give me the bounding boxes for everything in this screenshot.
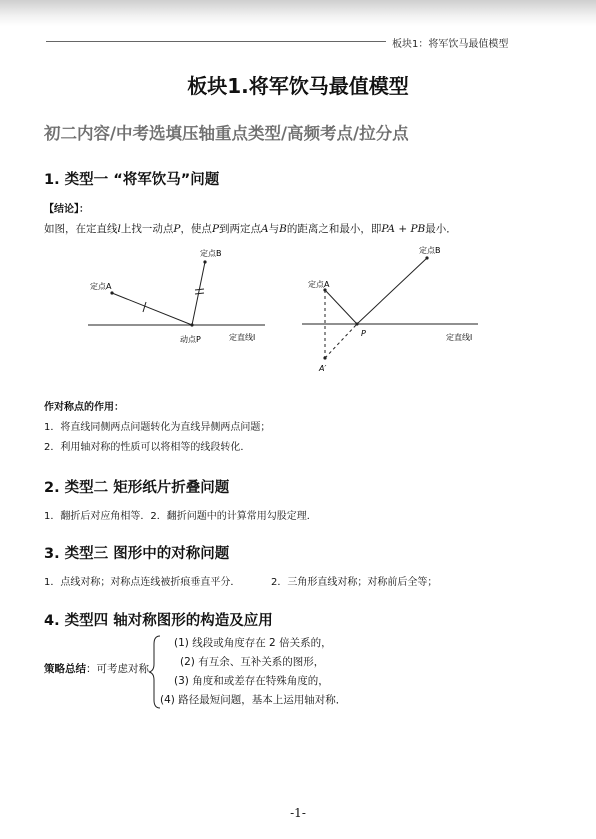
page-number: -1-	[290, 806, 306, 820]
expr-PA-PB: PA + PB	[381, 223, 426, 235]
label-line-right: 定直线l	[446, 333, 473, 342]
statement-text-3: ，使点	[180, 223, 212, 235]
statement-text-2: 上找一动点	[120, 223, 174, 235]
strategy-text: ：可考虑对称	[86, 663, 149, 675]
statement-text-7: 最小．	[425, 223, 457, 235]
page-title: 板块1.将军饮马最值模型	[187, 74, 409, 98]
strategy-item-4: (4) 路径最短问题，基本上运用轴对称．	[160, 694, 347, 706]
var-P: P	[173, 223, 181, 235]
section2-text: 1．翻折后对应角相等．2．翻折问题中的计算常用勾股定理．	[44, 511, 317, 522]
strategy-summary	[44, 662, 149, 676]
section4-heading: 4. 类型四 轴对称图形的构造及应用	[44, 613, 273, 629]
var-P2: P	[211, 223, 220, 235]
strategy-item-1: (1) 线段或角度存在 2 倍关系的，	[174, 637, 332, 649]
strategy-items	[160, 634, 346, 710]
label-B: 定点B	[200, 249, 222, 258]
label-A-right: 定点A	[308, 280, 330, 289]
statement-text-4: 到两定点	[219, 223, 262, 235]
statement-text-5: 与	[268, 223, 280, 235]
section3-text-2: 2．三角形直线对称；对称前后全等；	[271, 577, 438, 588]
section3-heading: 3. 类型三 图形中的对称问题	[44, 546, 230, 562]
var-l: l	[117, 223, 121, 235]
statement-text-6: 的距离之和最小，即	[286, 223, 382, 235]
label-A-reflect: A′	[319, 364, 327, 373]
symmetry-item-2: 2．利用轴对称的性质可以将相等的线段转化．	[44, 442, 251, 453]
var-B: B	[279, 223, 287, 235]
strategy-label: 策略总结	[44, 663, 86, 675]
page-subtitle: 初二内容/中考选填压轴重点类型/高频考点/拉分点	[44, 124, 409, 143]
running-header: 板块1：将军饮马最值模型	[392, 39, 509, 50]
point-P-right	[355, 322, 358, 325]
segment-A-reflect-P	[325, 324, 357, 358]
label-line: 定直线l	[229, 333, 256, 342]
strategy-item-2: (2) 有互余、互补关系的图形，	[180, 656, 325, 668]
figure-right	[0, 0, 596, 400]
point-A-reflect	[323, 356, 326, 359]
segment-AP	[325, 290, 357, 324]
segment-PB-right	[357, 258, 427, 324]
label-A: 定点A	[90, 282, 112, 291]
statement-text-1: 如图，在定直线	[44, 223, 118, 235]
label-P-right: P	[361, 329, 366, 338]
section1-heading: 1. 类型一 “将军饮马”问题	[44, 172, 220, 188]
label-P: 动点P	[180, 335, 201, 344]
var-A: A	[261, 223, 269, 235]
strategy-item-3: (3) 角度和或差存在特殊角度的，	[174, 675, 329, 687]
conclusion-label: 【结论】：	[44, 204, 89, 215]
symmetry-title: 作对称点的作用：	[44, 402, 124, 413]
section3-text-1: 1．点线对称；对称点连线被折痕垂直平分．	[44, 577, 241, 588]
symmetry-item-1: 1．将直线同侧两点问题转化为直线异侧两点问题；	[44, 422, 271, 433]
point-B-right	[425, 256, 428, 259]
section2-heading: 2. 类型二 矩形纸片折叠问题	[44, 480, 230, 496]
label-B-right: 定点B	[419, 246, 441, 255]
